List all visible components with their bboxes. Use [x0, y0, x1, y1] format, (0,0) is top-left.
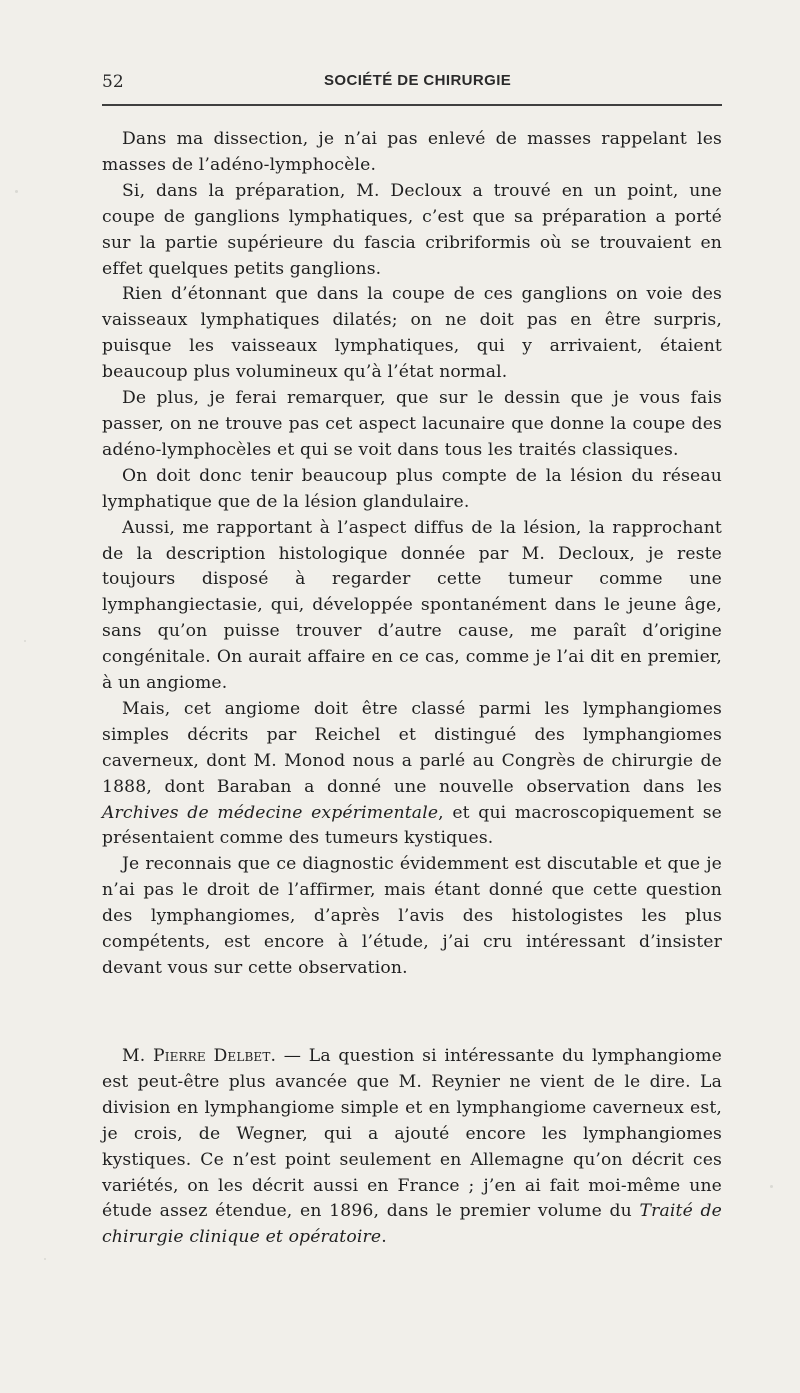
- paragraph: Si, dans la préparation, M. Decloux a trouvé en un point, une coupe de ganglions lymphatiques, c’est que sa préparation a porté sur la partie supérieure du fascia cribriformis où se trouvaient en effet quelques petits ganglions.: [102, 180, 722, 279]
- delbet-text: — La question si intéressante du lymphangiome est peut-être plus avancée que M. Reynier ne vient de le dire. La division en lymphangiome simple et en lymphangiome caverneux est, je crois, de Wegner, qui a ajouté encore les lymphangiomes kystiques. Ce n’est point seulement en Allemagne qu’on décrit ces variétés, on les décrit aussi en France ; j’en ai fait moi-même une étude assez étendue, en 1896, dans le premier volume du: [102, 1046, 722, 1222]
- paragraph: De plus, je ferai remarquer, que sur le dessin que je vous fais passer, on ne trouve pas cet aspect lacunaire que donne la coupe des adéno-lymphocèles et qui se voit dans tous les traités classiques.: [102, 388, 722, 460]
- scan-speck: [770, 1185, 773, 1188]
- delbet-statement: [102, 1044, 722, 1251]
- paragraph: Dans ma dissection, je n’ai pas enlevé de masses rappelant les masses de l’adéno-lymphocèle.: [102, 129, 722, 175]
- paragraph: Je reconnais que ce diagnostic évidemment est discutable et que je n’ai pas le droit de l’affirmer, mais étant donné que cette question des lymphangiomes, d’après l’avis des histologistes les plus compétents, est encore à l’étude, j’ai cru intéressant d’insister devant vous sur cette observation.: [102, 854, 722, 978]
- paragraph: Aussi, me rapportant à l’aspect diffus de la lésion, la rapprochant de la description histologique donnée par M. Decloux, je reste toujours disposé à regarder cette tumeur comme une lymphangiectasie, qui, développée spontanément dans le jeune âge, sans qu’on puisse trouver d’autre cause, me paraît d’origine congénitale. On aurait affaire en ce cas, comme je l’ai dit en premier, à un angiome.: [102, 517, 722, 694]
- angiome-text-after: , et qui macroscopiquement se présentaient comme des tumeurs kystiques.: [102, 802, 722, 849]
- journal-title: Archives de médecine expérimentale: [102, 802, 439, 823]
- angiome-text-before: Mais, cet angiome doit être classé parmi les lymphangiomes simples décrits par Reichel et distingué des lymphangiomes caverneux, dont M. Monod nous a parlé au Congrès de chirurgie de 1888, dont Baraban a donné une nouvelle observation dans les: [102, 698, 722, 797]
- book-title: Traité de chirurgie clinique et opératoire: [102, 1201, 722, 1248]
- delbet-paragraph: [102, 1044, 722, 1251]
- header-rule: [102, 104, 722, 106]
- delbet-end: .: [381, 1227, 387, 1248]
- speaker-name: M. Pierre Delbet.: [122, 1046, 277, 1066]
- running-head: SOCIÉTÉ DE CHIRURGIE: [324, 72, 512, 89]
- body-text: [102, 127, 722, 982]
- paragraph: On doit donc tenir beaucoup plus compte de la lésion du réseau lymphatique que de la lésion glandulaire.: [102, 465, 722, 512]
- scan-speck: [15, 190, 18, 193]
- page-number: 52: [102, 72, 124, 92]
- angiome-paragraph: [102, 697, 722, 852]
- paragraph: Rien d’étonnant que dans la coupe de ces ganglions on voie des vaisseaux lymphatiques dilatés; on ne doit pas en être surpris, puisque les vaisseaux lymphatiques, qui y arrivaient, étaient beaucoup plus volumineux qu’à l’état normal.: [102, 284, 722, 383]
- scan-speck: [24, 640, 26, 642]
- scan-speck: [44, 1258, 46, 1260]
- page-header: [102, 72, 722, 96]
